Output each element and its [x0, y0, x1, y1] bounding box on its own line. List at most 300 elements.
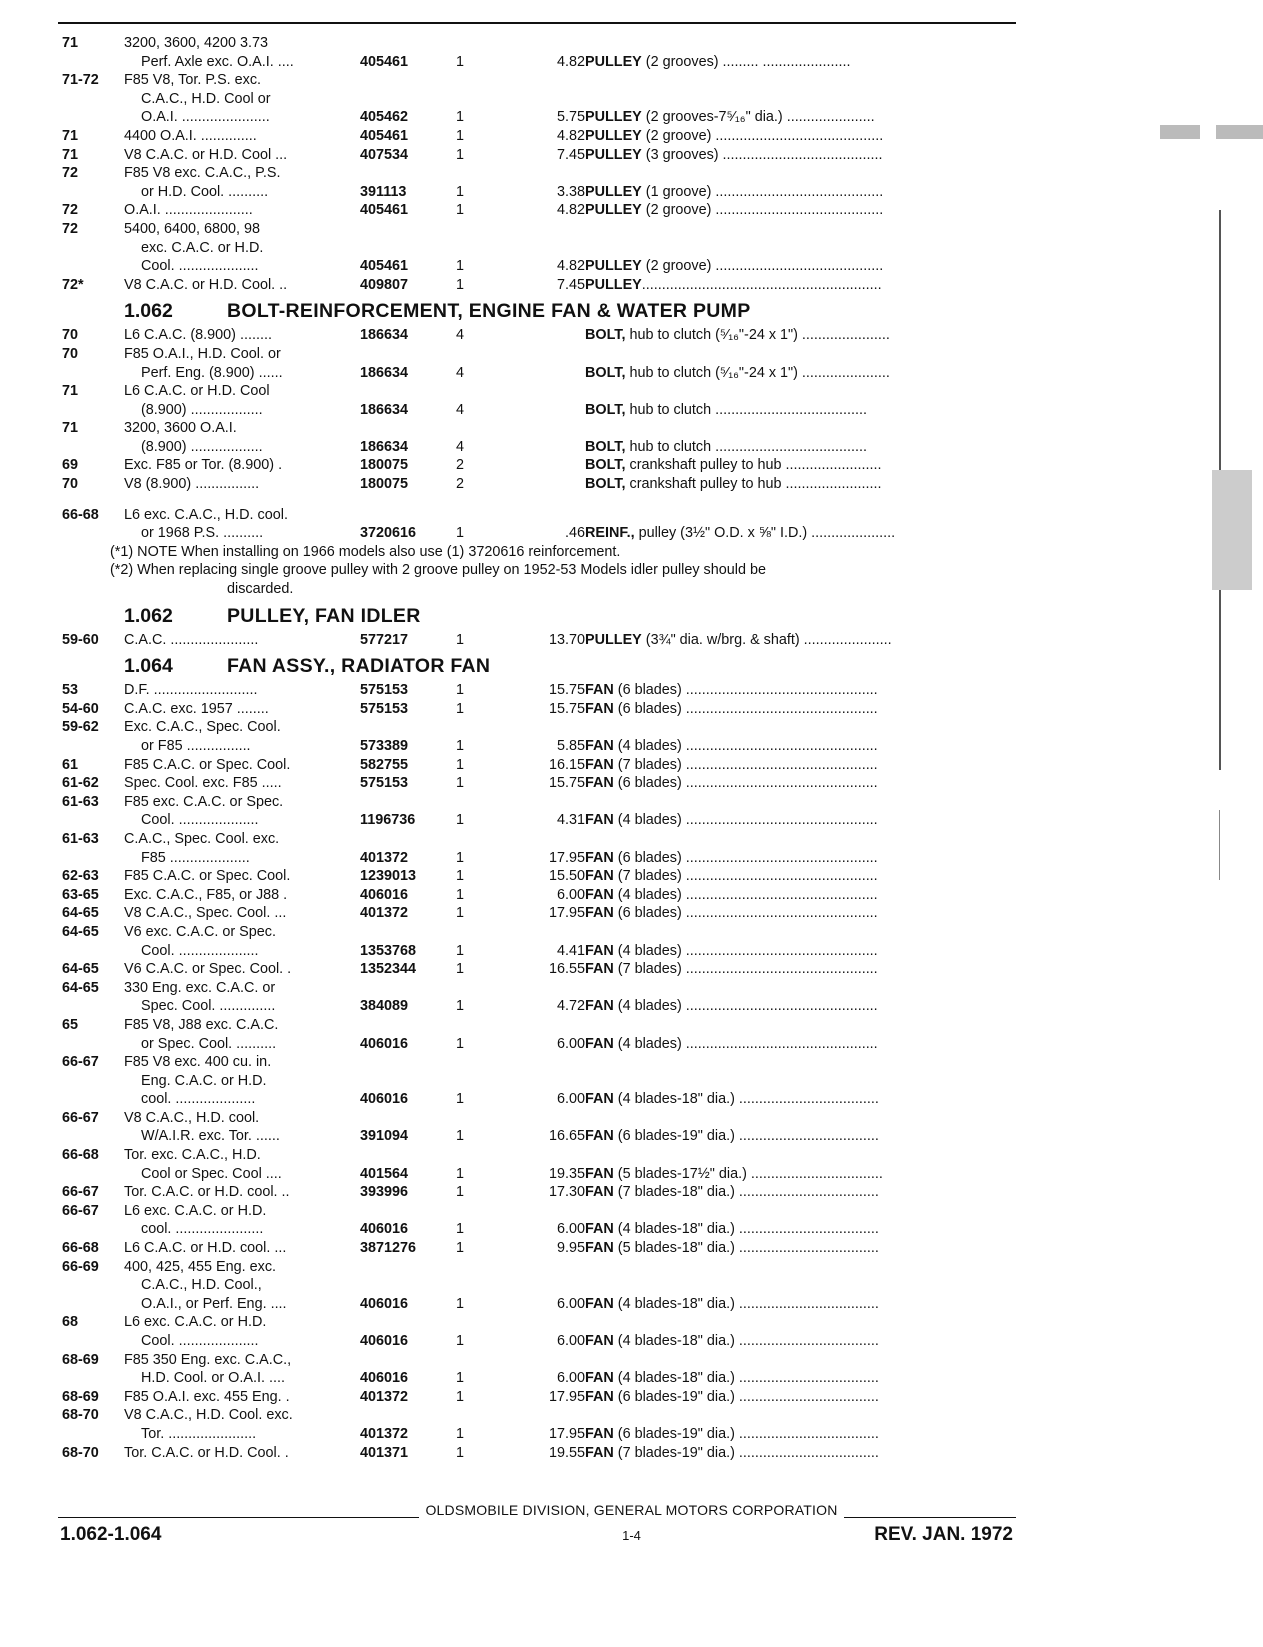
model-year: 66-68 — [62, 1240, 99, 1257]
application-description: Eng. C.A.C. or H.D. — [141, 1072, 267, 1089]
part-description — [585, 53, 1017, 72]
price: 6.00 — [556, 886, 585, 903]
part-name: REINF., — [585, 525, 635, 542]
model-year: 69 — [62, 457, 79, 474]
part-name: BOLT, — [585, 438, 626, 455]
part-name: PULLEY — [585, 631, 642, 648]
part-number: 401372 — [360, 905, 409, 922]
part-name: FAN — [585, 700, 614, 717]
application-description: W/A.I.R. exc. Tor. ...... — [141, 1128, 280, 1145]
part-description — [585, 183, 1017, 202]
quantity: 1 — [456, 276, 465, 293]
part-number: 401564 — [360, 1165, 409, 1182]
part-name: FAN — [585, 1184, 614, 1201]
table-row — [62, 849, 1017, 868]
part-number: 406016 — [360, 1295, 409, 1312]
model-year: 62-63 — [62, 868, 99, 885]
part-name: FAN — [585, 886, 614, 903]
part-description — [585, 524, 1017, 543]
table-row — [62, 1239, 1017, 1258]
price: 4.82 — [556, 258, 585, 275]
table-row — [62, 867, 1017, 886]
part-name: FAN — [585, 812, 614, 829]
application-description: F85 C.A.C. or Spec. Cool. — [124, 868, 291, 885]
price: 4.72 — [556, 998, 585, 1015]
price: 3.38 — [556, 183, 585, 200]
quantity: 2 — [456, 476, 465, 493]
part-name: FAN — [585, 1388, 614, 1405]
application-description: F85 V8, J88 exc. C.A.C. — [124, 1016, 279, 1033]
part-description — [585, 1425, 1017, 1444]
quantity: 1 — [456, 998, 465, 1015]
model-year: 68-69 — [62, 1388, 99, 1405]
part-description — [585, 276, 1017, 295]
price: 4.82 — [556, 53, 585, 70]
part-detail: (7 blades) ................................................ — [613, 961, 878, 978]
quantity: 1 — [456, 631, 465, 648]
application-description: C.A.C., H.D. Cool or — [141, 90, 271, 107]
quantity: 1 — [456, 1425, 465, 1442]
application-description: (8.900) .................. — [141, 438, 263, 455]
application-description: 3200, 3600 O.A.I. — [124, 420, 237, 437]
part-detail: crankshaft pulley to hub ........................ — [625, 457, 882, 474]
table-row — [62, 960, 1017, 979]
part-detail: (4 blades) ................................................ — [613, 1035, 878, 1052]
model-year: 66-68 — [62, 506, 99, 523]
part-name: FAN — [585, 849, 614, 866]
part-description — [585, 631, 1017, 650]
application-description: F85 .................... — [141, 849, 250, 866]
quantity: 1 — [456, 1128, 465, 1145]
section-title: BOLT-REINFORCEMENT, ENGINE FAN & WATER PUMP — [227, 300, 751, 323]
part-number: 405461 — [360, 127, 409, 144]
part-detail: (2 groove) .......................................... — [641, 202, 884, 219]
part-description — [585, 1369, 1017, 1388]
part-number: 406016 — [360, 1035, 409, 1052]
quantity: 1 — [456, 942, 465, 959]
model-year: 71 — [62, 35, 79, 51]
model-year: 66-67 — [62, 1109, 99, 1126]
price: 6.00 — [556, 1091, 585, 1108]
part-name: FAN — [585, 682, 614, 699]
table-row — [62, 183, 1017, 202]
price: 17.95 — [548, 1388, 585, 1405]
application-description: F85 exc. C.A.C. or Spec. — [124, 793, 284, 810]
part-description — [585, 438, 1017, 457]
part-number: 575153 — [360, 700, 409, 717]
quantity: 1 — [456, 886, 465, 903]
part-detail: hub to clutch (⁵⁄₁₆"-24 x 1") ...................... — [625, 327, 890, 344]
section-number: 1.062 — [124, 300, 173, 323]
model-year: 68-70 — [62, 1407, 99, 1424]
model-year: 64-65 — [62, 923, 99, 940]
table-row — [62, 326, 1017, 345]
parts-list — [62, 34, 1017, 1462]
model-year: 70 — [62, 327, 79, 344]
part-detail: (4 blades) ................................................ — [613, 886, 878, 903]
model-year: 63-65 — [62, 886, 99, 903]
application-description: V8 C.A.C., Spec. Cool. ... — [124, 905, 287, 922]
table-row — [62, 1146, 1017, 1165]
price: 15.75 — [548, 700, 585, 717]
part-detail: (6 blades-19" dia.) ................................... — [613, 1425, 879, 1442]
table-row — [62, 1332, 1017, 1351]
part-name: FAN — [585, 868, 614, 885]
application-description: or Spec. Cool. .......... — [141, 1035, 277, 1052]
part-description — [585, 364, 1017, 383]
quantity: 1 — [456, 202, 465, 219]
part-number: 1196736 — [360, 812, 416, 829]
table-row — [62, 1165, 1017, 1184]
part-detail: (6 blades) ................................................ — [613, 905, 878, 922]
table-row — [62, 886, 1017, 905]
quantity: 1 — [456, 1295, 465, 1312]
model-year: 71 — [62, 127, 79, 144]
quantity: 1 — [456, 1370, 465, 1387]
table-row — [62, 34, 1017, 53]
model-year: 72 — [62, 165, 79, 182]
application-description: F85 350 Eng. exc. C.A.C., — [124, 1351, 292, 1368]
table-row — [62, 942, 1017, 961]
application-description: V8 C.A.C. or H.D. Cool ... — [124, 146, 288, 163]
model-year: 54-60 — [62, 700, 99, 717]
quantity: 4 — [456, 364, 465, 381]
model-year: 53 — [62, 682, 79, 699]
price: 6.00 — [556, 1333, 585, 1349]
application-description: F85 V8, Tor. P.S. exc. — [124, 72, 262, 89]
model-year: 66-69 — [62, 1258, 99, 1275]
table-row — [62, 1220, 1017, 1239]
part-detail: (4 blades-18" dia.) ................................... — [613, 1091, 879, 1108]
part-name: FAN — [585, 738, 614, 754]
table-row — [62, 276, 1017, 295]
application-description: L6 C.A.C. or H.D. Cool — [124, 383, 270, 400]
part-detail: (6 blades) ................................................ — [613, 775, 878, 792]
application-description: V6 C.A.C. or Spec. Cool. . — [124, 961, 292, 978]
table-row — [62, 382, 1017, 401]
table-row — [62, 631, 1017, 650]
part-number: 401372 — [360, 1425, 409, 1442]
section-heading — [62, 651, 1017, 681]
model-year: 71 — [62, 146, 79, 163]
part-number: 405461 — [360, 53, 409, 70]
part-description — [585, 326, 1017, 345]
part-number: 186634 — [360, 401, 409, 418]
application-description: V8 C.A.C. or H.D. Cool. .. — [124, 276, 288, 293]
footnote: (*2) When replacing single groove pulley with 2 groove pulley on 1952-53 Models idler pulley should be — [110, 562, 766, 579]
price: 16.15 — [548, 756, 585, 773]
application-description: V6 exc. C.A.C. or Spec. — [124, 923, 276, 940]
table-row — [62, 1276, 1017, 1295]
part-number: 405462 — [360, 109, 409, 126]
model-year: 66-67 — [62, 1202, 99, 1219]
part-description — [585, 681, 1017, 700]
table-row — [62, 456, 1017, 475]
quantity: 1 — [456, 1091, 465, 1108]
application-description: C.A.C., H.D. Cool., — [141, 1277, 262, 1294]
part-name: PULLEY — [585, 202, 642, 219]
part-description — [585, 456, 1017, 475]
price: 4.82 — [556, 127, 585, 144]
table-row — [62, 1183, 1017, 1202]
price: 15.50 — [548, 868, 585, 885]
application-description: F85 V8 exc. 400 cu. in. — [124, 1054, 272, 1071]
part-number: 406016 — [360, 1091, 409, 1108]
top-rule — [58, 22, 1016, 24]
part-description — [585, 1388, 1017, 1407]
application-description: (8.900) .................. — [141, 401, 263, 418]
part-detail: (2 grooves-7⁵⁄₁₆" dia.) ...................... — [641, 109, 875, 126]
part-description — [585, 127, 1017, 146]
table-row — [62, 1425, 1017, 1444]
model-year: 71 — [62, 420, 79, 437]
table-row — [62, 1090, 1017, 1109]
price: 9.95 — [556, 1240, 585, 1257]
application-description: Exc. F85 or Tor. (8.900) . — [124, 457, 283, 474]
part-detail: (2 groove) .......................................... — [641, 127, 884, 144]
part-name: FAN — [585, 1333, 614, 1349]
price: 17.95 — [548, 1425, 585, 1442]
part-name: PULLEY — [585, 127, 642, 144]
price: 16.65 — [548, 1128, 585, 1145]
table-row — [62, 774, 1017, 793]
model-year: 66-67 — [62, 1054, 99, 1071]
model-year: 65 — [62, 1016, 79, 1033]
part-number: 186634 — [360, 327, 409, 344]
table-row — [62, 923, 1017, 942]
model-year: 70 — [62, 476, 79, 493]
quantity: 1 — [456, 1333, 465, 1349]
part-number: 186634 — [360, 364, 409, 381]
application-description: F85 O.A.I. exc. 455 Eng. . — [124, 1388, 290, 1405]
application-description: C.A.C., Spec. Cool. exc. — [124, 830, 280, 847]
table-row — [62, 1202, 1017, 1221]
part-detail: (6 blades-19" dia.) ................................... — [613, 1128, 879, 1145]
quantity: 1 — [456, 1221, 465, 1238]
table-row — [62, 201, 1017, 220]
price: 7.45 — [556, 146, 585, 163]
part-name: FAN — [585, 1221, 614, 1238]
part-name: PULLEY — [585, 258, 642, 275]
quantity: 1 — [456, 812, 465, 829]
table-row — [62, 718, 1017, 737]
application-description: 3200, 3600, 4200 3.73 — [124, 35, 269, 51]
table-row — [62, 364, 1017, 383]
part-description — [585, 1295, 1017, 1314]
application-description: F85 C.A.C. or Spec. Cool. — [124, 756, 291, 773]
part-number: 406016 — [360, 1221, 409, 1238]
part-detail: (7 blades) ................................................ — [613, 868, 878, 885]
part-number: 401372 — [360, 849, 409, 866]
application-description: 5400, 6400, 6800, 98 — [124, 220, 261, 237]
part-detail: (6 blades) ................................................ — [613, 849, 878, 866]
price: 4.82 — [556, 202, 585, 219]
part-detail: (4 blades-18" dia.) ................................... — [613, 1295, 879, 1312]
part-description — [585, 108, 1017, 127]
part-name: FAN — [585, 942, 614, 959]
application-description: 330 Eng. exc. C.A.C. or — [124, 979, 276, 996]
part-name: PULLEY — [585, 53, 642, 70]
model-year: 61-63 — [62, 830, 99, 847]
application-description: Tor. ...................... — [141, 1425, 257, 1442]
part-description — [585, 1127, 1017, 1146]
table-row — [62, 506, 1017, 525]
part-detail: (7 blades-19" dia.) ................................... — [613, 1444, 879, 1461]
application-description: Perf. Eng. (8.900) ...... — [141, 364, 283, 381]
part-description — [585, 737, 1017, 756]
part-detail: ............................................................ — [641, 276, 882, 293]
scan-artifact — [1212, 470, 1252, 590]
application-description: or 1968 P.S. .......... — [141, 525, 264, 542]
part-detail: (6 blades) ................................................ — [613, 700, 878, 717]
part-number: 406016 — [360, 1333, 409, 1349]
table-row — [62, 257, 1017, 276]
part-description — [585, 904, 1017, 923]
part-name: FAN — [585, 1370, 614, 1387]
quantity: 1 — [456, 1444, 465, 1461]
part-number: 573389 — [360, 738, 409, 754]
application-description: cool. .................... — [141, 1091, 256, 1108]
part-description — [585, 997, 1017, 1016]
quantity: 1 — [456, 1240, 465, 1257]
part-name: PULLEY — [585, 146, 642, 163]
part-number: 180075 — [360, 476, 409, 493]
application-description: L6 C.A.C. (8.900) ........ — [124, 327, 272, 344]
part-description — [585, 1444, 1017, 1463]
application-description: Cool. .................... — [141, 258, 259, 275]
part-name: FAN — [585, 998, 614, 1015]
model-year: 59-62 — [62, 719, 99, 736]
table-row — [62, 1351, 1017, 1370]
quantity: 1 — [456, 1165, 465, 1182]
application-description: F85 O.A.I., H.D. Cool. or — [124, 345, 281, 362]
application-description: L6 C.A.C. or H.D. cool. ... — [124, 1240, 287, 1257]
quantity: 1 — [456, 1035, 465, 1052]
part-detail: (4 blades) ................................................ — [613, 738, 878, 754]
part-detail: (4 blades-18" dia.) ................................... — [613, 1370, 879, 1387]
application-description: Cool or Spec. Cool .... — [141, 1165, 282, 1182]
part-number: 3871276 — [360, 1240, 417, 1257]
footer-revision: REV. JAN. 1972 — [874, 1524, 1013, 1545]
price: 17.95 — [548, 849, 585, 866]
part-description — [585, 942, 1017, 961]
price: 6.00 — [556, 1035, 585, 1052]
part-description — [585, 756, 1017, 775]
part-detail: (4 blades) ................................................ — [613, 942, 878, 959]
part-name: PULLEY — [585, 276, 642, 293]
part-number: 401371 — [360, 1444, 409, 1461]
table-row — [62, 700, 1017, 719]
section-title: PULLEY, FAN IDLER — [227, 604, 421, 627]
table-row — [62, 1444, 1017, 1463]
table-row — [62, 1035, 1017, 1054]
part-detail: hub to clutch (⁵⁄₁₆"-24 x 1") ...................... — [625, 364, 890, 381]
quantity: 1 — [456, 756, 465, 773]
model-year: 64-65 — [62, 979, 99, 996]
part-number: 391113 — [360, 183, 407, 200]
quantity: 1 — [456, 146, 465, 163]
table-row — [62, 904, 1017, 923]
quantity: 4 — [456, 438, 465, 455]
table-row — [62, 1406, 1017, 1425]
model-year: 61-62 — [62, 775, 99, 792]
application-description: Spec. Cool. exc. F85 ..... — [124, 775, 282, 792]
part-detail: (4 blades) ................................................ — [613, 812, 878, 829]
model-year: 68 — [62, 1314, 79, 1331]
table-row — [62, 1258, 1017, 1277]
application-description: C.A.C. exc. 1957 ........ — [124, 700, 269, 717]
application-description: Exc. C.A.C., Spec. Cool. — [124, 719, 281, 736]
quantity: 1 — [456, 849, 465, 866]
part-description — [585, 257, 1017, 276]
part-number: 1239013 — [360, 868, 417, 885]
part-number: 407534 — [360, 146, 409, 163]
part-description — [585, 1035, 1017, 1054]
part-detail: (3 grooves) ........................................ — [641, 146, 883, 163]
quantity: 1 — [456, 183, 465, 200]
application-description: V8 (8.900) ................ — [124, 476, 260, 493]
quantity: 1 — [456, 109, 465, 126]
part-name: BOLT, — [585, 364, 626, 381]
table-row — [62, 997, 1017, 1016]
quantity: 1 — [456, 1388, 465, 1405]
part-name: PULLEY — [585, 109, 642, 126]
price: 15.75 — [548, 682, 585, 699]
table-row — [62, 220, 1017, 239]
part-number: 405461 — [360, 258, 409, 275]
part-description — [585, 1090, 1017, 1109]
part-detail: (3¾" dia. w/brg. & shaft) ...................... — [641, 631, 892, 648]
part-description — [585, 811, 1017, 830]
quantity: 1 — [456, 525, 465, 542]
quantity: 1 — [456, 127, 465, 144]
table-row — [62, 239, 1017, 258]
table-row — [62, 1295, 1017, 1314]
application-description: 400, 425, 455 Eng. exc. — [124, 1258, 277, 1275]
part-detail: (5 blades-17½" dia.) ................................. — [613, 1165, 883, 1182]
spacer — [62, 494, 1017, 506]
quantity: 1 — [456, 775, 465, 792]
price: 19.55 — [548, 1444, 585, 1461]
quantity: 1 — [456, 905, 465, 922]
application-description: O.A.I. ...................... — [124, 202, 253, 219]
model-year: 72 — [62, 202, 79, 219]
part-name: FAN — [585, 961, 614, 978]
application-description: L6 exc. C.A.C. or H.D. — [124, 1202, 267, 1219]
model-year: 72 — [62, 220, 79, 237]
part-description — [585, 1165, 1017, 1184]
footer-section-range: 1.062-1.064 — [60, 1524, 162, 1545]
application-description: D.F. .......................... — [124, 682, 258, 699]
quantity: 4 — [456, 401, 465, 418]
part-description — [585, 774, 1017, 793]
part-number: 391094 — [360, 1128, 409, 1145]
part-detail: hub to clutch ...................................... — [625, 401, 868, 418]
table-row — [62, 71, 1017, 90]
part-number: 577217 — [360, 631, 409, 648]
application-description: L6 exc. C.A.C., H.D. cool. — [124, 506, 288, 523]
table-row — [62, 127, 1017, 146]
part-number: 401372 — [360, 1388, 409, 1405]
table-row — [62, 737, 1017, 756]
table-row — [62, 1109, 1017, 1128]
footer-page-number: 1-4 — [622, 1528, 641, 1543]
quantity: 1 — [456, 1184, 465, 1201]
part-name: FAN — [585, 1240, 614, 1257]
part-description — [585, 1220, 1017, 1239]
part-name: FAN — [585, 1128, 614, 1145]
model-year: 61-63 — [62, 793, 99, 810]
